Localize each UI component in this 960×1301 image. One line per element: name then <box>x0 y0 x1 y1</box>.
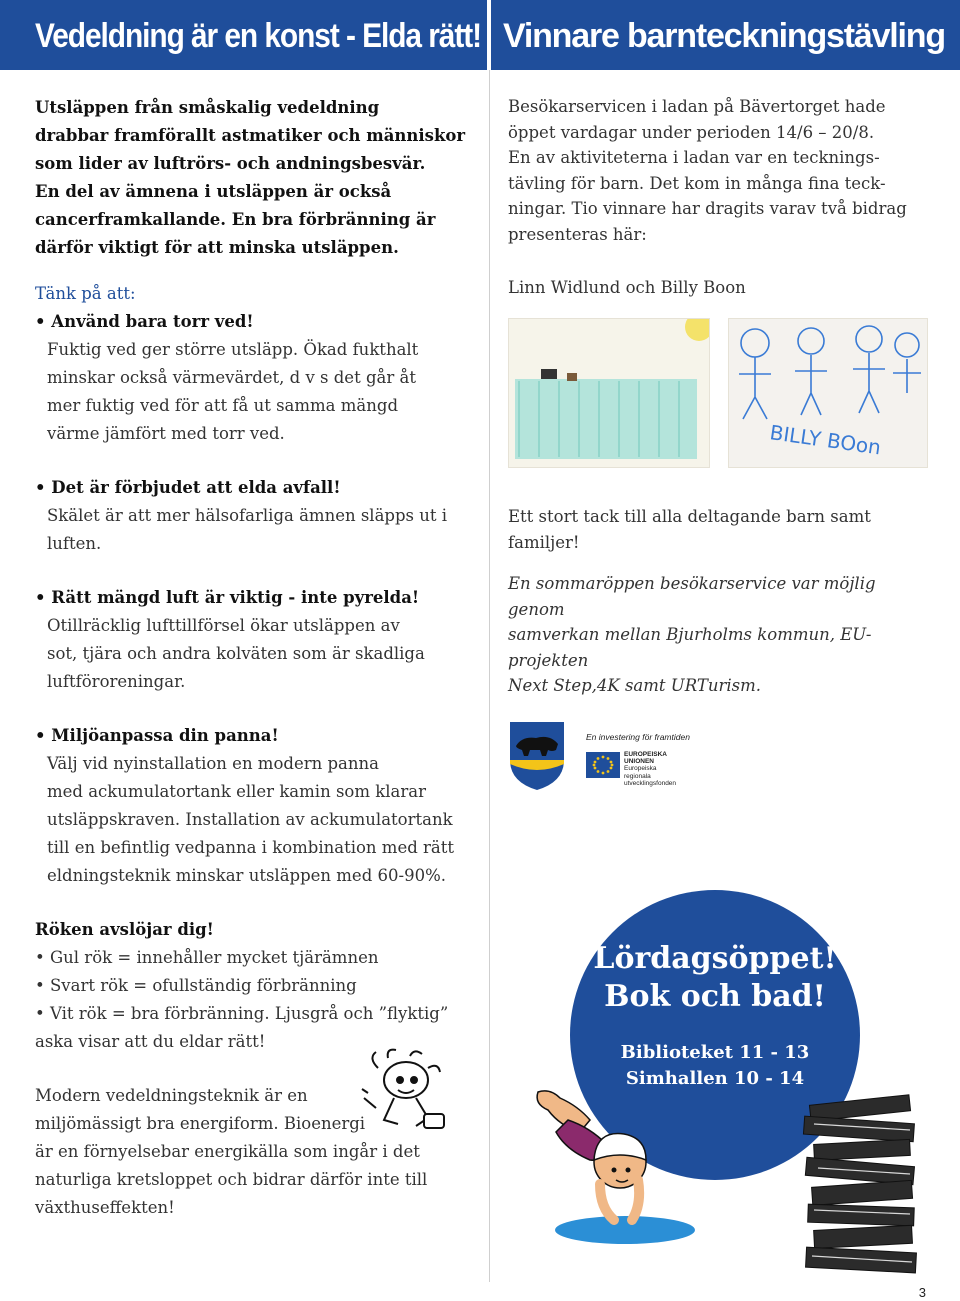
bjurholm-coat-of-arms-icon <box>508 720 566 792</box>
tip-body-line: minskar också värmevärdet, d v s det går åt <box>47 368 416 387</box>
closing-line: är en förnyelsebar energikälla som ingår i det <box>35 1142 420 1161</box>
swimmer-illustration <box>520 1080 710 1260</box>
funding-line: samverkan mellan Bjurholms kommun, EU- projekten <box>508 625 872 670</box>
think-label: Tänk på att: <box>35 284 136 303</box>
thanks-block <box>508 504 928 699</box>
tip-body-line: eldningsteknik minskar utsläppen med 60-90%. <box>47 866 446 885</box>
intro-line: drabbar framförallt astmatiker och människor <box>35 126 466 145</box>
tip-body-line: Välj vid nyinstallation en modern panna <box>47 754 379 773</box>
tip-body-line: Skälet är att mer hälsofarliga ämnen släpps ut i <box>47 506 448 525</box>
wood-chopping-cartoon-illustration <box>358 1048 453 1138</box>
right-intro-line: tävling för barn. Det kom in många fina teck- <box>508 173 886 193</box>
winners-names: Linn Widlund och Billy Boon <box>508 278 746 297</box>
right-intro-line: öppet vardagar under perioden 14/6 – 20/8. <box>508 122 875 142</box>
badge-hours-line: Simhallen 10 - 14 <box>625 1068 805 1089</box>
intro-paragraph <box>35 94 475 262</box>
tip-heading: • Miljöanpassa din panna! <box>35 722 475 750</box>
tip-body-line: med ackumulatortank eller kamin som klarar <box>47 782 426 801</box>
tip-body-line: sot, tjära och andra kolväten som är skadliga <box>47 644 425 663</box>
intro-line: som lider av luftrörs- och andningsbesvär. <box>35 154 426 173</box>
right-intro-line: ningar. Tio vinnare har dragits varav två bidrag <box>508 199 907 218</box>
eu-text-line: UNIONEN <box>624 758 654 766</box>
header-left-title: Vedeldning är en konst - Elda rätt! <box>0 0 487 70</box>
eu-text-line: EUROPEISKA <box>624 751 667 758</box>
drawing-handwriting: BILLY BOon <box>768 420 883 460</box>
tip-body-line: värme jämfört med torr ved. <box>47 424 285 443</box>
tip-body-line: Otillräcklig lufttillförsel ökar utsläppen av <box>47 616 400 635</box>
page-number: 3 <box>918 1285 926 1300</box>
eu-text-line: Europeiska <box>624 765 657 773</box>
tip-heading: • Använd bara torr ved! <box>35 308 475 336</box>
tip-body-line: luftföroreningar. <box>47 672 186 691</box>
book-stack-illustration <box>790 1090 940 1280</box>
smoke-line: aska visar att du eldar rätt! <box>35 1032 266 1051</box>
thanks-line: familjer! <box>508 532 580 552</box>
child-drawing-billy <box>728 318 928 468</box>
eu-text-line: utvecklingsfonden <box>624 779 677 787</box>
closing-line: naturliga kretsloppet och bidrar därför inte till <box>35 1170 428 1189</box>
intro-line: därför viktigt för att minska utsläppen. <box>35 238 399 257</box>
badge-title <box>570 940 860 1016</box>
funding-line: En sommaröppen besökarservice var möjlig genom <box>508 574 876 619</box>
child-drawing-linn <box>508 318 710 468</box>
closing-line: Modern vedeldningsteknik är en <box>35 1086 308 1105</box>
eu-tagline: En investering för framtiden <box>586 732 690 742</box>
smoke-line: • Vit rök = bra förbränning. Ljusgrå och ”flyktig” <box>35 1004 449 1023</box>
intro-line: En del av ämnena i utsläppen är också <box>35 182 392 201</box>
closing-line: miljömässigt bra energiform. Bioenergi <box>35 1114 366 1133</box>
smoke-line: • Svart rök = ofullständig förbränning <box>35 976 357 995</box>
badge-title-line: Bok och bad! <box>604 979 826 1014</box>
smoke-line: • Gul rök = innehåller mycket tjärämnen <box>35 948 379 967</box>
eu-flag-icon <box>586 752 620 778</box>
right-intro-line: En av aktiviteterna i ladan var en tecknings- <box>508 148 880 167</box>
tip-heading: • Rätt mängd luft är viktig - inte pyrelda! <box>35 584 475 612</box>
badge-hours-line: Biblioteket 11 - 13 <box>620 1042 810 1063</box>
header-right-title: Vinnare barnteckningstävling <box>491 0 960 70</box>
logos <box>508 718 708 798</box>
tip-heading: • Det är förbjudet att elda avfall! <box>35 474 475 502</box>
right-intro-line: Besökarservicen i ladan på Bävertorget hade <box>508 97 886 116</box>
right-intro-line: presenteras här: <box>508 224 647 244</box>
thanks-line: Ett stort tack till alla deltagande barn samt <box>508 507 871 526</box>
intro-line: Utsläppen från småskalig vedeldning <box>35 98 380 117</box>
badge-title-line: Lördagsöppet! <box>593 941 837 976</box>
tip-body-line: till en befintlig vedpanna i kombination med rätt <box>47 838 454 857</box>
tip-body-line: Fuktig ved ger större utsläpp. Ökad fukthalt <box>47 340 419 359</box>
closing-line: växthuseffekten! <box>35 1198 175 1217</box>
right-column <box>508 94 928 301</box>
column-divider <box>489 70 490 1282</box>
tip-body-line: mer fuktig ved för att få ut samma mängd <box>47 396 399 415</box>
intro-line: cancerframkallande. En bra förbränning är <box>35 210 436 229</box>
eu-text-line: regionala <box>624 772 651 780</box>
eu-text <box>624 751 676 787</box>
tip-body-line: luften. <box>47 534 102 553</box>
tip-body-line: utsläppskraven. Installation av ackumulatortank <box>47 810 453 829</box>
funding-line: Next Step,4K samt URTurism. <box>508 676 761 695</box>
smoke-heading: Röken avslöjar dig! <box>35 920 214 939</box>
